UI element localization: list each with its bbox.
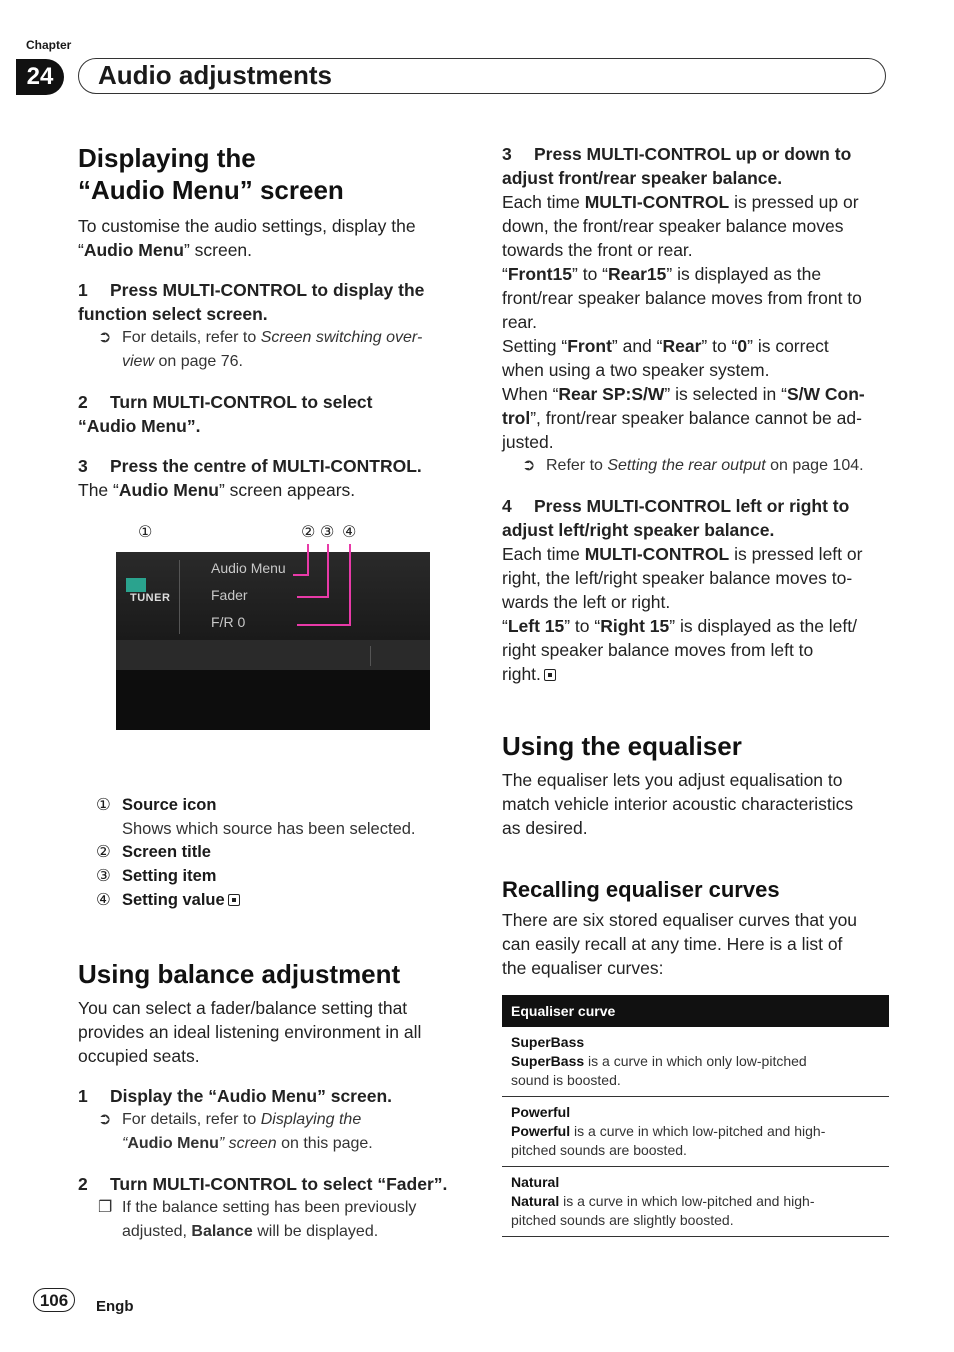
equaliser-section	[502, 730, 894, 980]
para-left-right: Each time MULTI-CONTROL is pressed left or right, the left/right speaker balance moves to- wards the left or right.	[502, 544, 863, 612]
checkbox-icon: ❐	[98, 1199, 113, 1216]
step-3: 3 Press the centre of MULTI-CONTROL.	[78, 456, 422, 476]
para-left15-right15: “Left 15” to “Right 15” is displayed as the left/ right speaker balance moves from left to right.	[502, 616, 857, 684]
tuner-source-icon	[126, 578, 146, 592]
end-mark-icon	[228, 894, 240, 906]
language-code: Engb	[96, 1298, 134, 1315]
callout-line-2h	[293, 574, 309, 576]
chapter-number: 24	[16, 59, 64, 95]
end-mark-icon	[544, 669, 556, 681]
link-rear-output[interactable]: Setting the rear output	[607, 457, 766, 474]
para-front15-rear15: “Front15” to “Rear15” is displayed as the front/rear speaker balance moves from front to rear.	[502, 264, 862, 332]
heading-equaliser: Using the equaliser	[502, 731, 742, 761]
legend-item-4: ④ Setting value	[96, 888, 240, 912]
screen-title-audio-menu: Audio Menu	[211, 560, 286, 576]
balance-note-2: ❐ If the balance setting has been previously adjusted, Balance will be displayed.	[78, 1196, 462, 1244]
callout-line-2	[307, 544, 309, 576]
balance-intro: You can select a fader/balance setting that provides an ideal listening environment in all occupied seats.	[78, 998, 422, 1066]
right-column	[502, 142, 894, 686]
balance-step-1: 1 Display the “Audio Menu” screen.	[78, 1086, 392, 1106]
balance-step-2: 2 Turn MULTI-CONTROL to select “Fader”.	[78, 1174, 448, 1194]
arrow-icon: ➲	[98, 329, 112, 346]
step-2: 2 Turn MULTI-CONTROL to select “Audio Menu”.	[78, 392, 373, 436]
balance-note-1: ➲ For details, refer to Displaying the “Audio Menu” screen on this page.	[78, 1108, 462, 1156]
callout-line-4h	[297, 624, 351, 626]
para-rear-sp: When “Rear SP:S/W” is selected in “S/W Con- trol”, front/rear speaker balance cannot be ad- justed.	[502, 384, 865, 452]
balance-section	[78, 958, 462, 1244]
table-row: Natural Natural is a curve in which low-pitched and high- pitched sounds are slightly boosted.	[502, 1167, 889, 1237]
callout-1: ①	[138, 524, 153, 541]
equaliser-intro: The equaliser lets you adjust equalisation to match vehicle interior acoustic characteristics as desired.	[502, 770, 854, 838]
note-rear-output: ➲ Refer to Setting the rear output on page 104.	[502, 454, 894, 478]
left-column	[78, 142, 458, 502]
table-row: SuperBass SuperBass is a curve in which only low-pitched sound is boosted.	[502, 1027, 889, 1097]
callout-3: ③	[320, 524, 335, 541]
legend-item-3: ③ Setting item	[96, 867, 217, 885]
heading-balance: Using balance adjustment	[78, 959, 401, 989]
table-header: Equaliser curve	[502, 995, 889, 1027]
setting-item-fader: Fader	[211, 587, 248, 603]
legend-item-1: ① Source icon Shows which source has been selected.	[96, 796, 416, 838]
intro-text: To customise the audio settings, display the “Audio Menu” screen.	[78, 216, 416, 260]
link-displaying-audio-menu[interactable]: Displaying the	[260, 1111, 362, 1128]
step-1: 1 Press MULTI-CONTROL to display the function select screen.	[78, 280, 425, 324]
callout-4: ④	[342, 524, 357, 541]
recalling-intro: There are six stored equaliser curves that you can easily recall at any time. Here is a list of the equaliser curves:	[502, 910, 858, 978]
table-row: Powerful Powerful is a curve in which low-pitched and high- pitched sounds are boosted.	[502, 1097, 889, 1167]
chapter-title: Audio adjustments	[98, 60, 333, 90]
arrow-icon: ➲	[522, 457, 536, 474]
note-step-1: ➲ For details, refer to Screen switching over- view on page 76.	[78, 326, 458, 374]
chapter-label: Chapter	[26, 38, 72, 52]
callout-line-3	[327, 544, 329, 598]
page-number: 106	[33, 1288, 75, 1312]
callout-line-4	[349, 544, 351, 626]
para-front-rear: Each time MULTI-CONTROL is pressed up or down, the front/rear speaker balance moves towards the front or rear.	[502, 192, 859, 260]
callout-2: ②	[301, 524, 316, 541]
step-3-balance: 3 Press MULTI-CONTROL up or down to adjust front/rear speaker balance.	[502, 144, 852, 188]
step-4-balance: 4 Press MULTI-CONTROL left or right to adjust left/right speaker balance.	[502, 496, 850, 540]
arrow-icon: ➲	[98, 1111, 112, 1128]
tuner-label: TUNER	[130, 592, 171, 604]
legend-item-2: ② Screen title	[96, 843, 211, 861]
heading-line-2: “Audio Menu” screen	[78, 175, 344, 205]
link-screen-switching[interactable]: Screen switching over-	[260, 329, 423, 346]
equaliser-curve-table	[502, 995, 889, 1237]
para-setting-zero: Setting “Front” and “Rear” to “0” is correct when using a two speaker system.	[502, 336, 829, 380]
callout-line-3h	[297, 596, 329, 598]
step-3-result: The “Audio Menu” screen appears.	[78, 480, 356, 500]
audio-menu-screenshot	[116, 552, 430, 730]
setting-value-fr: F/R 0	[211, 614, 246, 630]
heading-line-1: Displaying the	[78, 143, 256, 173]
heading-recalling-curves: Recalling equaliser curves	[502, 877, 780, 902]
heading-displaying-audio-menu	[78, 142, 458, 206]
